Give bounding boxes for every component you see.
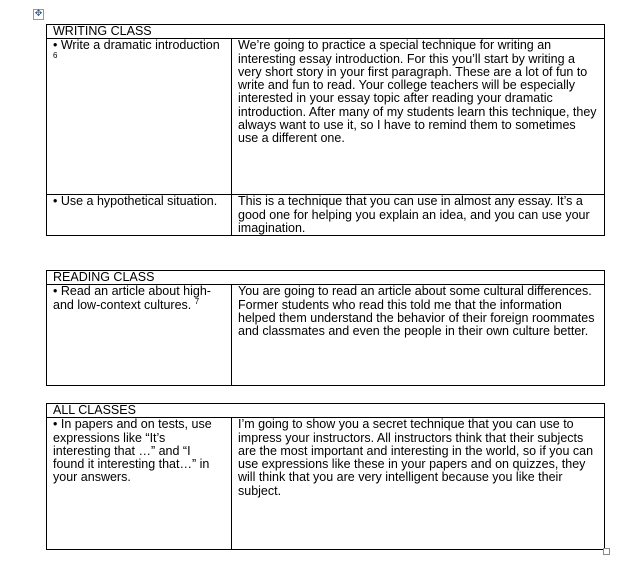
table-cell-left [47, 39, 232, 195]
footnote-marker: 7 [194, 296, 200, 306]
table-resize-handle-icon[interactable] [603, 548, 610, 555]
reading-class-table [46, 270, 605, 386]
table-header: WRITING CLASS [47, 25, 605, 39]
cell-text: • Read an article about high- and low-context cultures. [53, 284, 211, 312]
table-cell-right: This is a technique that you can use in almost any essay. It’s a good one for helping you explain an idea, and you can use your imagination. [232, 195, 605, 236]
cell-text: • Write a dramatic introduction [53, 38, 220, 53]
table-cell-right: You are going to read an article about some cultural differences. Former students who read this told me that the information helped them understand the behavior of their foreign roommates and classmates and even the people in their own culture better. [232, 285, 605, 386]
table-move-handle-icon[interactable]: ✥ [34, 9, 43, 19]
table-cell-left: • In papers and on tests, use expressions like “It’s interesting that …” and “I found it interesting that…” in your answers. [47, 418, 232, 550]
table-cell-right: I’m going to show you a secret technique that you can use to impress your instructors. All instructors think that their subjects are the most important and interesting in the world, so if you can use expressions like these in your papers and on quizzes, they will think that you are very intelligent because you like their subject. [232, 418, 605, 550]
writing-class-table [46, 24, 605, 236]
table-cell-left [47, 285, 232, 386]
all-classes-table [46, 403, 605, 550]
table-cell-right: We’re going to practice a special technique for writing an interesting essay introduction. For this you’ll start by writing a very short story in your first paragraph. These are a lot of fun to write and fun to read. Your college teachers will be especially interested in your essay topic after reading your dramatic introduction. After many of my students learn this technique, they always want to use it, so I have to remind them to sometimes use a different one. [232, 39, 605, 195]
table-cell-left: • Use a hypothetical situation. [47, 195, 232, 236]
table-header: ALL CLASSES [47, 404, 605, 418]
footnote-marker: 6 [53, 50, 58, 60]
table-header: READING CLASS [47, 271, 605, 285]
